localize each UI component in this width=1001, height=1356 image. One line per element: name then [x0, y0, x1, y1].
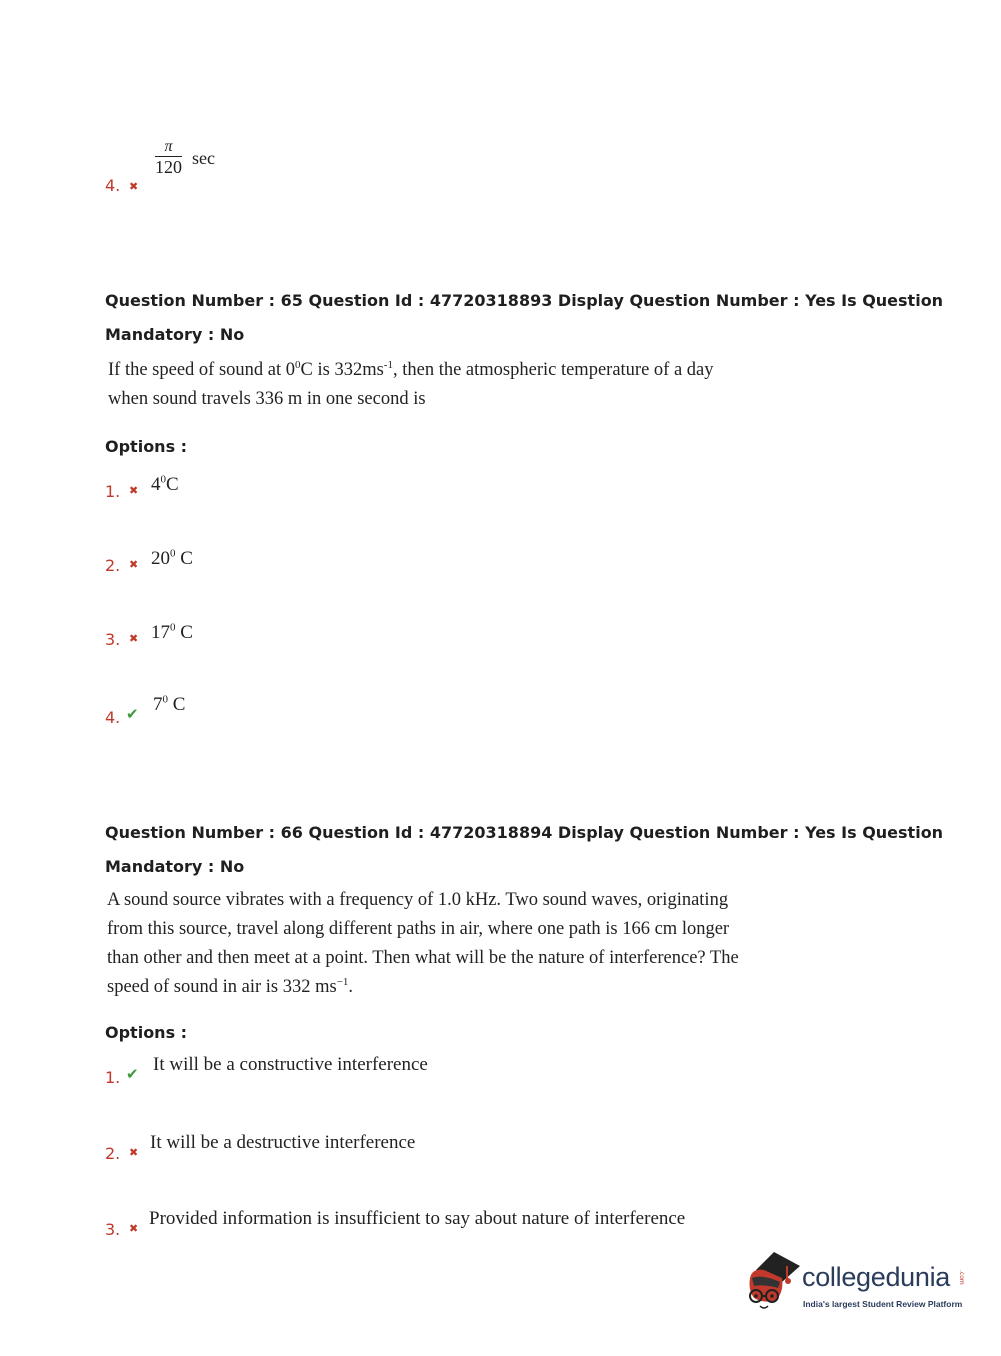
- brand-domain: .com: [958, 1270, 965, 1285]
- wrong-icon: ✖: [129, 180, 139, 193]
- text-part: C is 332ms: [300, 360, 384, 380]
- q65-text-line1: [108, 356, 748, 385]
- superscript: 0: [170, 621, 176, 634]
- q66-header-line1: Question Number : 66 Question Id : 47720318894 Display Question Number : Yes Is Question: [105, 823, 944, 842]
- superscript: −1: [336, 975, 349, 988]
- wrong-icon: ✖: [129, 1146, 139, 1159]
- superscript: 0: [160, 473, 166, 486]
- text-part: .: [348, 977, 354, 997]
- option-value: [151, 622, 193, 644]
- option-number: 3.: [105, 1220, 121, 1239]
- option-value: [151, 548, 193, 570]
- option-value: [151, 474, 179, 496]
- q65-header-line1: Question Number : 65 Question Id : 47720318893 Display Question Number : Yes Is Question: [105, 291, 944, 310]
- superscript: 0: [162, 693, 168, 706]
- unit: C: [166, 474, 179, 495]
- q66-text-line: from this source, travel along different paths in air, where one path is 166 cm longer: [107, 919, 730, 939]
- q65-text-line2: when sound travels 336 m in one second is: [108, 389, 426, 409]
- fraction: [155, 138, 182, 178]
- superscript: 0: [295, 358, 301, 371]
- correct-icon: ✔: [126, 705, 139, 723]
- option-number: 4.: [105, 708, 121, 727]
- unit: C: [175, 622, 193, 643]
- text-part: , then the atmospheric temperature of a day: [392, 360, 714, 380]
- option-value: [153, 694, 185, 716]
- wrong-icon: ✖: [129, 632, 139, 645]
- q66-options-label: Options :: [105, 1023, 188, 1042]
- option-number: 1.: [105, 1068, 121, 1087]
- q66-text-line: than other and then meet at a point. Then what will be the nature of interference? The: [107, 948, 739, 968]
- wrong-icon: ✖: [129, 558, 139, 571]
- text-part: If the speed of sound at 0: [108, 360, 296, 380]
- option-number: 4.: [105, 176, 121, 195]
- superscript: 0: [170, 547, 176, 560]
- unit-sec: sec: [192, 148, 215, 168]
- option-number: 2.: [105, 1144, 121, 1163]
- superscript: -1: [383, 358, 393, 371]
- option-number: 2.: [105, 556, 121, 575]
- fraction-numerator: π: [155, 138, 182, 157]
- q66-text-line: A sound source vibrates with a frequency of 1.0 kHz. Two sound waves, originating: [107, 890, 729, 910]
- option-number: 3.: [105, 630, 121, 649]
- brand-tagline: India's largest Student Review Platform: [803, 1299, 963, 1309]
- mascot-icon: [742, 1248, 802, 1314]
- q66-question-text: [107, 886, 767, 1002]
- q65-header-line2: Mandatory : No: [105, 325, 245, 344]
- wrong-icon: ✖: [129, 484, 139, 497]
- value: 4: [151, 474, 161, 495]
- q66-text-line: [107, 973, 767, 1002]
- option-text: It will be a constructive interference: [153, 1054, 428, 1075]
- option-text: Provided information is insufficient to say about nature of interference: [149, 1208, 686, 1229]
- wrong-icon: ✖: [129, 1222, 139, 1235]
- q66-header-line2: Mandatory : No: [105, 857, 245, 876]
- value: 17: [151, 622, 170, 643]
- collegedunia-logo: [742, 1248, 972, 1318]
- text-part: speed of sound in air is 332 ms: [107, 977, 337, 997]
- value: 7: [153, 694, 163, 715]
- unit: C: [168, 694, 186, 715]
- option-number: 1.: [105, 482, 121, 501]
- value: 20: [151, 548, 170, 569]
- brand-name: collegedunia: [802, 1262, 951, 1292]
- q65-question-text: [108, 356, 748, 414]
- option-text: It will be a destructive interference: [150, 1132, 416, 1153]
- q65-options-label: Options :: [105, 437, 188, 456]
- fraction-denominator: 120: [155, 157, 182, 177]
- correct-icon: ✔: [126, 1065, 139, 1083]
- unit: C: [175, 548, 193, 569]
